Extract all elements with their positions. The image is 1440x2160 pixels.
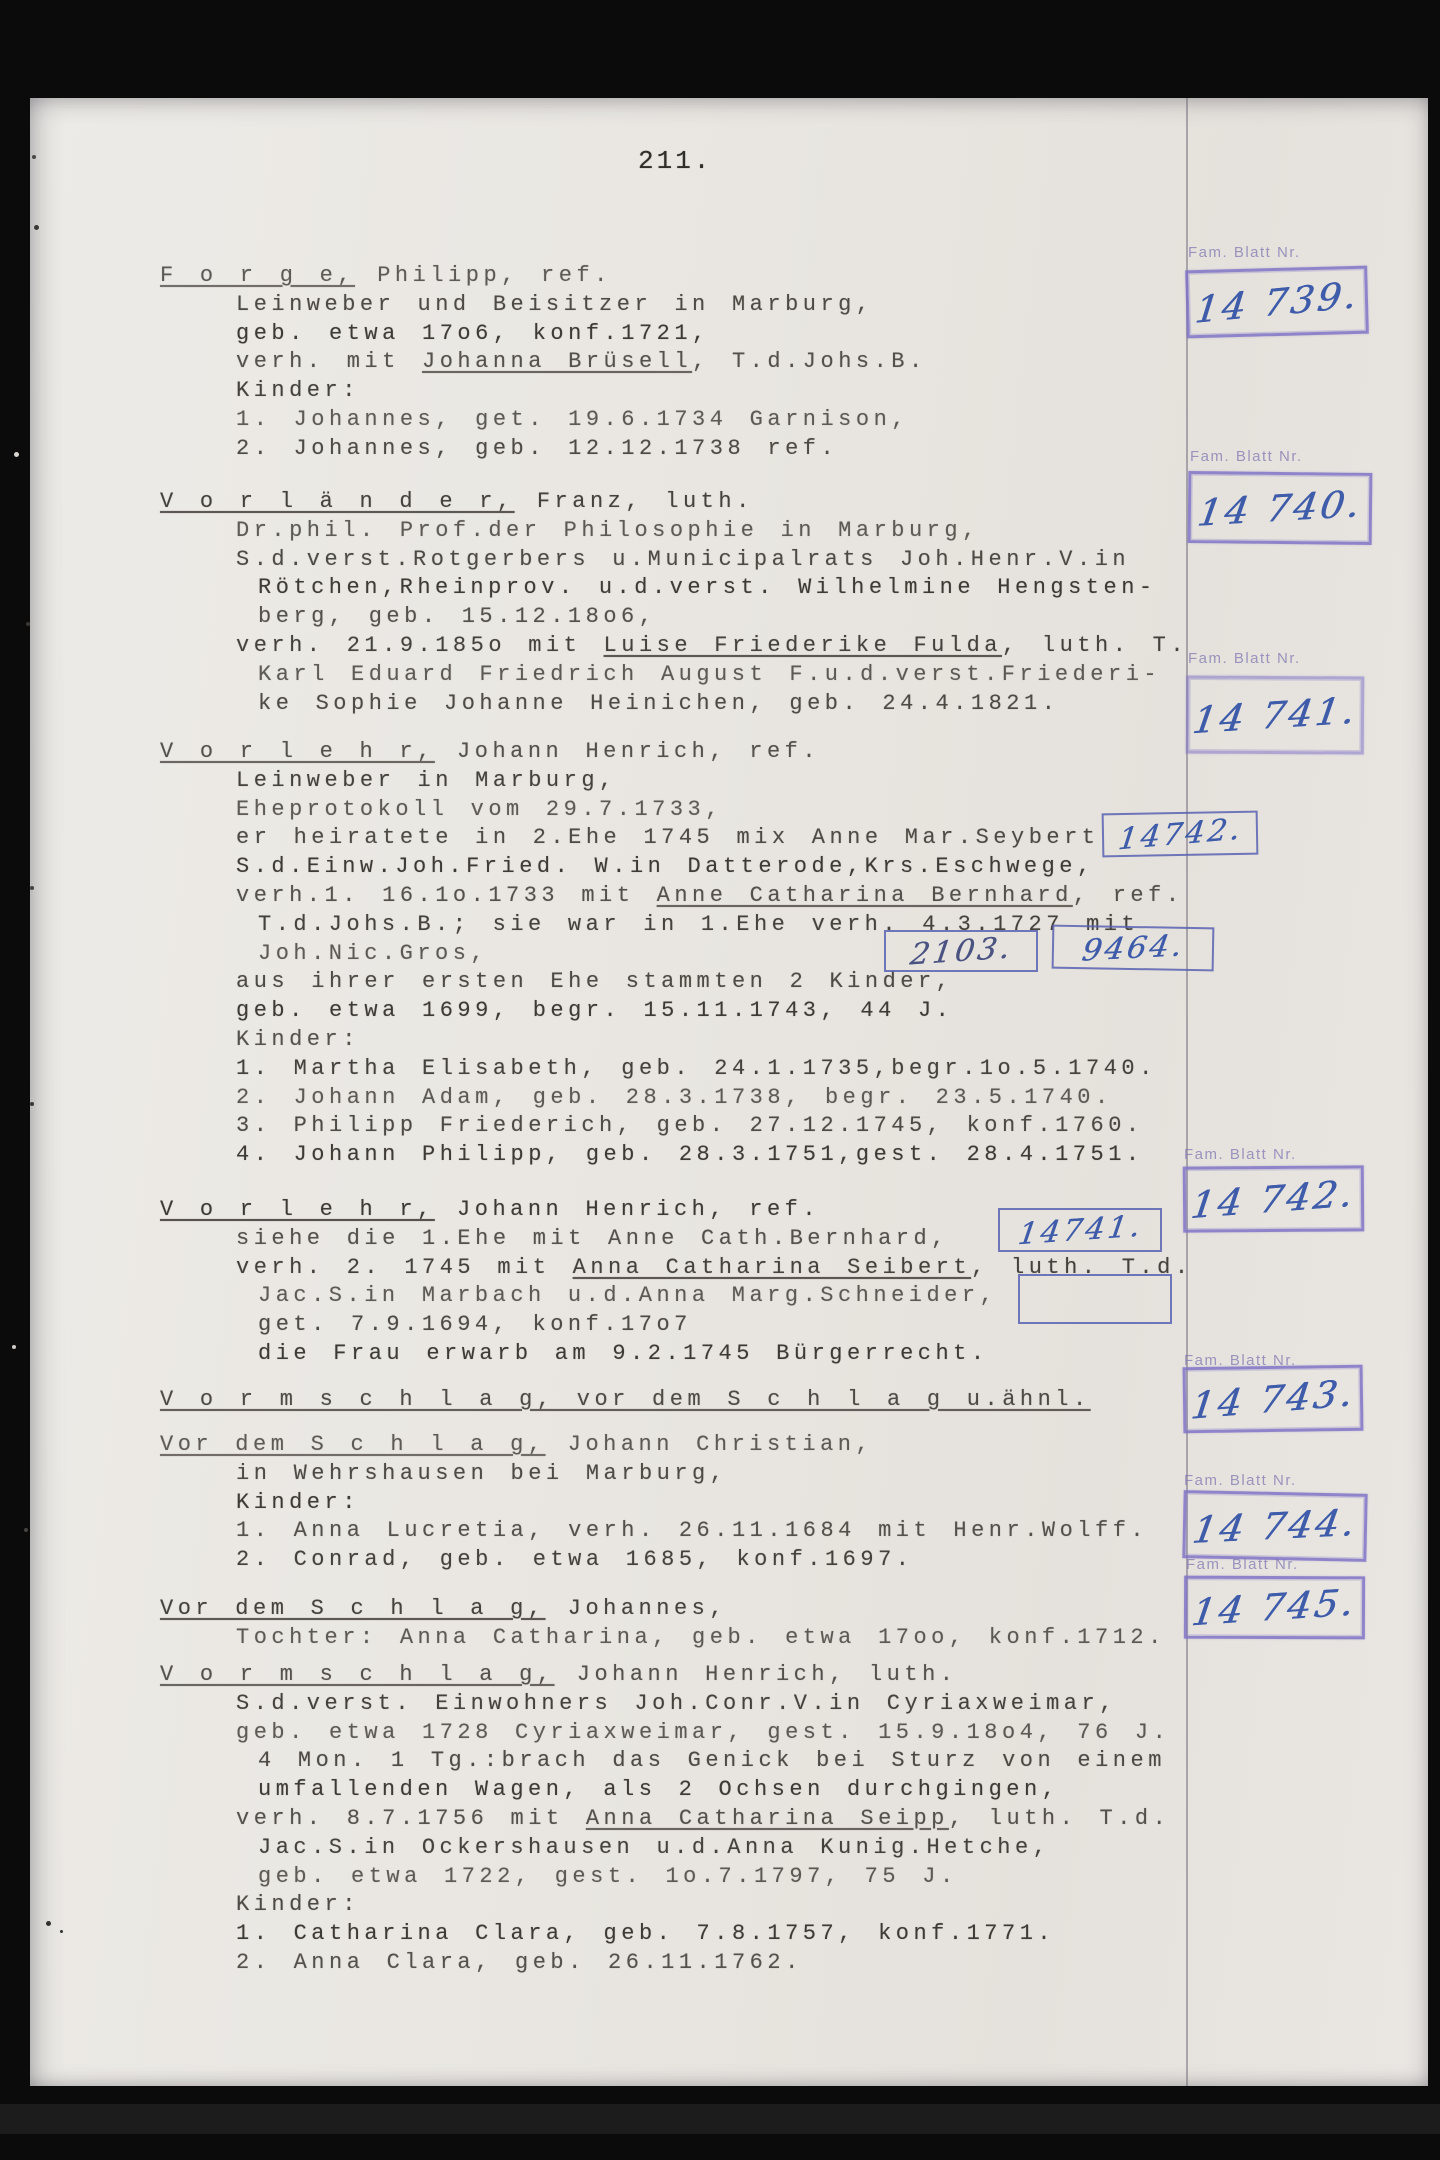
text-line — [160, 661, 1200, 690]
underlined-text: Vor dem S c h l a g, — [160, 1432, 546, 1457]
handwritten-number: 14741. — [1015, 1208, 1145, 1252]
text-segment: S.d.Einw.Joh.Fried. W.in Datterode,Krs.Eschwege, — [236, 854, 1095, 880]
fam-blatt-label: Fam. Blatt Nr. — [1184, 1352, 1297, 1369]
text-segment: Johannes, — [545, 1596, 728, 1621]
text-line — [160, 1112, 1200, 1141]
handwritten-number: 14 743. — [1188, 1370, 1358, 1428]
handwritten-number: 14 739. — [1192, 272, 1362, 332]
text-line — [160, 940, 1200, 969]
text-line — [160, 738, 1200, 767]
text-line — [160, 1834, 1200, 1863]
text-segment: geb. etwa 1722, gest. 1o.7.1797, 75 J. — [258, 1863, 958, 1889]
text-line — [160, 968, 1200, 997]
text-line — [160, 1386, 1200, 1415]
record-entry — [160, 262, 1200, 464]
text-segment: Joh.Nic.Gros, — [258, 940, 489, 966]
text-line — [160, 262, 1200, 291]
text-segment: Jac.S.in Ockershausen u.d.Anna Kunig.Hetche, — [258, 1834, 1051, 1860]
underlined-text: Johanna Brüsell — [422, 349, 693, 375]
text-segment: die Frau erwarb am 9.2.1745 Bürgerrecht. — [258, 1340, 989, 1366]
text-segment: 4 Mon. 1 Tg.:brach das Genick bei Sturz von einem — [258, 1748, 1166, 1774]
text-line — [160, 853, 1200, 882]
text-segment: Johann Henrich, ref. — [434, 739, 821, 764]
text-segment: ke Sophie Johanne Heinichen, geb. 24.4.1821. — [258, 690, 1060, 716]
text-segment: verh. 2. 1745 mit — [236, 1254, 573, 1280]
text-segment: 1. Martha Elisabeth, geb. 24.1.1735,begr.1o.5.1740. — [236, 1055, 1157, 1081]
text-line — [160, 1920, 1200, 1949]
text-line — [160, 1805, 1200, 1834]
text-segment: Philipp, ref. — [355, 263, 612, 288]
dust-speck — [46, 1921, 51, 1926]
inline-number-box — [1102, 811, 1259, 858]
fam-blatt-label: Fam. Blatt Nr. — [1184, 1472, 1297, 1489]
fam-blatt-stamp-box — [1185, 266, 1369, 339]
text-segment: 3. Philipp Friederich, geb. 27.12.1745, konf.1760. — [236, 1113, 1144, 1139]
text-line — [160, 796, 1200, 825]
text-line — [160, 320, 1200, 349]
text-line — [160, 406, 1200, 435]
text-segment: geb. etwa 1699, begr. 15.11.1743, 44 J. — [236, 998, 954, 1024]
text-line — [160, 574, 1200, 603]
text-segment: , luth. T.d. — [948, 1805, 1171, 1831]
fam-blatt-label: Fam. Blatt Nr. — [1188, 244, 1301, 261]
text-segment: Tochter: Anna Catharina, geb. etwa 17oo, konf.1712. — [236, 1624, 1166, 1650]
text-segment: 2. Johann Adam, geb. 28.3.1738, begr. 23.5.1740. — [236, 1084, 1113, 1110]
text-line — [160, 997, 1200, 1026]
underlined-text: F o r g e, — [160, 263, 356, 288]
inline-number-box — [998, 1208, 1162, 1252]
text-segment: , luth. T.d. — [971, 1254, 1193, 1280]
underlined-text: V o r m s c h l a g, vor dem S c h l a g u.ähnl. — [160, 1387, 1091, 1412]
text-line — [160, 1431, 1200, 1460]
text-line — [160, 377, 1200, 406]
text-line — [160, 1055, 1200, 1084]
dust-speck — [26, 622, 30, 626]
text-line — [160, 1141, 1200, 1170]
text-line — [160, 1595, 1200, 1624]
text-line — [160, 1026, 1200, 1055]
underlined-text: Anne Catharina Bernhard — [656, 882, 1073, 908]
text-segment: Leinweber in Marburg, — [236, 767, 617, 793]
text-line — [160, 1460, 1200, 1489]
text-line — [160, 1891, 1200, 1920]
text-segment: 1. Anna Lucretia, verh. 26.11.1684 mit Henr.Wolff. — [236, 1518, 1149, 1544]
inline-number-box — [1052, 925, 1215, 972]
underlined-text: V o r l ä n d e r, — [160, 489, 515, 514]
text-segment: verh.1. 16.1o.1733 mit — [236, 882, 657, 908]
text-segment: S.d.verst. Einwohners Joh.Conr.V.in Cyriaxweimar, — [236, 1690, 1117, 1716]
text-segment: verh. 21.9.185o mit — [236, 632, 604, 658]
text-segment: T.d.Johs.B.; sie war in 1.Ehe verh. 4.3.1727 mit — [258, 911, 1140, 937]
underlined-text: V o r l e h r, — [160, 739, 435, 764]
fam-blatt-stamp-box — [1182, 1490, 1367, 1562]
text-line — [160, 1747, 1200, 1776]
text-segment: 2. Conrad, geb. etwa 1685, konf.1697. — [236, 1547, 914, 1573]
text-segment: berg, geb. 15.12.18o6, — [258, 604, 657, 630]
underlined-text: V o r l e h r, — [160, 1197, 435, 1222]
fam-blatt-stamp-box — [1188, 471, 1373, 545]
text-segment: 2. Anna Clara, geb. 26.11.1762. — [236, 1949, 803, 1975]
record-entry — [160, 1431, 1200, 1575]
text-segment: Karl Eduard Friedrich August F.u.d.verst.Friederi- — [258, 661, 1162, 687]
text-segment: Johann Henrich, luth. — [554, 1662, 958, 1687]
text-line — [160, 1863, 1200, 1892]
text-line — [160, 1949, 1200, 1978]
dust-speck — [34, 225, 39, 230]
text-line — [160, 632, 1200, 661]
text-line — [160, 1517, 1200, 1546]
text-line — [160, 824, 1200, 853]
page-number: 211. — [638, 146, 713, 176]
text-line — [160, 546, 1200, 575]
underlined-text: Vor dem S c h l a g, — [160, 1596, 546, 1621]
text-segment: , T.d.Johs.B. — [692, 349, 927, 375]
text-line — [160, 1690, 1200, 1719]
text-segment: 1. Johannes, get. 19.6.1734 Garnison, — [236, 406, 909, 432]
text-segment: get. 7.9.1694, konf.17o7 — [258, 1312, 692, 1338]
fam-blatt-stamp-box — [1186, 676, 1364, 755]
record-entry — [160, 738, 1200, 1170]
record-entry — [160, 1386, 1200, 1415]
fam-blatt-label: Fam. Blatt Nr. — [1190, 448, 1303, 465]
fam-blatt-stamp-box — [1183, 1365, 1364, 1434]
text-segment: Johann Christian, — [545, 1432, 874, 1457]
text-line — [160, 911, 1200, 940]
text-segment: , luth. T. — [1002, 632, 1189, 658]
text-line — [160, 291, 1200, 320]
scan-bottom-border — [0, 2086, 1440, 2160]
text-line — [160, 1719, 1200, 1748]
text-segment: Kinder: — [236, 1026, 360, 1052]
dust-speck — [32, 155, 36, 159]
handwritten-number: 14 745. — [1189, 1580, 1360, 1635]
text-segment: S.d.verst.Rotgerbers u.Municipalrats Joh.Henr.V.in — [236, 546, 1131, 572]
text-segment: 4. Johann Philipp, geb. 28.3.1751,gest. 28.4.1751. — [236, 1142, 1144, 1168]
text-line — [160, 690, 1200, 719]
text-segment: Kinder: — [236, 378, 360, 404]
handwritten-number: 14 740. — [1194, 481, 1366, 535]
text-line — [160, 1546, 1200, 1575]
text-line — [160, 603, 1200, 632]
text-line — [160, 517, 1200, 546]
handwritten-number: 14 742. — [1188, 1171, 1359, 1227]
handwritten-number: 9464. — [1079, 927, 1187, 969]
text-line — [160, 435, 1200, 464]
text-line — [160, 1084, 1200, 1113]
text-segment: geb. etwa 1728 Cyriaxweimar, gest. 15.9.18o4, 76 J. — [236, 1719, 1171, 1745]
text-segment: Kinder: — [236, 1489, 360, 1515]
handwritten-number: 14 741. — [1189, 688, 1361, 742]
fam-blatt-label: Fam. Blatt Nr. — [1184, 1146, 1297, 1163]
handwritten-number: 14 744. — [1189, 1500, 1361, 1552]
underlined-text: V o r m s c h l a g, — [160, 1662, 555, 1687]
fam-blatt-stamp-box — [1184, 1576, 1365, 1640]
underlined-text: Anna Catharina Seipp — [585, 1805, 949, 1831]
fam-blatt-stamp-box — [1183, 1165, 1364, 1232]
text-segment: , ref. — [1072, 882, 1184, 908]
text-segment: Jac.S.in Marbach u.d.Anna Marg.Schneider, — [258, 1283, 998, 1309]
text-segment: Rötchen,Rheinprov. u.d.verst. Wilhelmine Hengsten- — [258, 575, 1157, 601]
text-line — [160, 1776, 1200, 1805]
text-segment: 2. Johannes, geb. 12.12.1738 ref. — [236, 435, 839, 461]
text-segment: umfallenden Wagen, als 2 Ochsen durchgingen, — [258, 1777, 1060, 1803]
underlined-text: Luise Friederike Fulda — [603, 632, 1002, 658]
text-segment: Franz, luth. — [514, 489, 754, 514]
text-segment: in Wehrshausen bei Marburg, — [236, 1460, 728, 1486]
text-segment: Eheprotokoll vom 29.7.1733, — [236, 796, 723, 822]
fam-blatt-label: Fam. Blatt Nr. — [1188, 650, 1301, 667]
text-line — [160, 1661, 1200, 1690]
fam-blatt-label: Fam. Blatt Nr. — [1186, 1556, 1299, 1573]
inline-empty-box — [1018, 1274, 1172, 1324]
text-line — [160, 882, 1200, 911]
text-segment: siehe die 1.Ehe mit Anne Cath.Bernhard, — [236, 1225, 949, 1251]
text-line — [160, 348, 1200, 377]
text-line — [160, 1624, 1200, 1653]
text-segment: verh. mit — [236, 349, 423, 375]
handwritten-number: 2103. — [907, 930, 1015, 972]
text-line — [160, 1489, 1200, 1518]
dust-speck — [30, 1102, 34, 1106]
text-segment: er heiratete in 2.Ehe 1745 mix Anne Mar.Seybert — [236, 825, 1100, 851]
text-segment: aus ihrer ersten Ehe stammten 2 Kinder, — [236, 969, 954, 995]
text-segment: 1. Catharina Clara, geb. 7.8.1757, konf.1771. — [236, 1921, 1056, 1947]
dust-speck — [30, 886, 34, 890]
text-segment: Kinder: — [236, 1892, 360, 1918]
text-segment: Dr.phil. Prof.der Philosophie in Marburg, — [236, 517, 980, 543]
inline-number-box — [884, 930, 1038, 972]
record-entry — [160, 488, 1200, 718]
text-line — [160, 1340, 1200, 1369]
dust-speck — [24, 1528, 28, 1532]
handwritten-number: 14742. — [1115, 811, 1245, 857]
text-segment: Johann Henrich, ref. — [434, 1197, 821, 1222]
text-segment: verh. 8.7.1756 mit — [236, 1805, 586, 1831]
record-entry — [160, 1595, 1200, 1653]
text-segment: Leinweber und Beisitzer in Marburg, — [236, 291, 874, 317]
dust-speck — [60, 1930, 63, 1933]
underlined-text: Anna Catharina Seibert — [572, 1254, 972, 1280]
text-line — [160, 488, 1200, 517]
record-entry — [160, 1661, 1200, 1978]
dust-speck — [12, 1345, 16, 1349]
text-segment: geb. etwa 17o6, konf.1721, — [236, 320, 710, 346]
text-line — [160, 767, 1200, 796]
dust-speck — [14, 452, 19, 457]
